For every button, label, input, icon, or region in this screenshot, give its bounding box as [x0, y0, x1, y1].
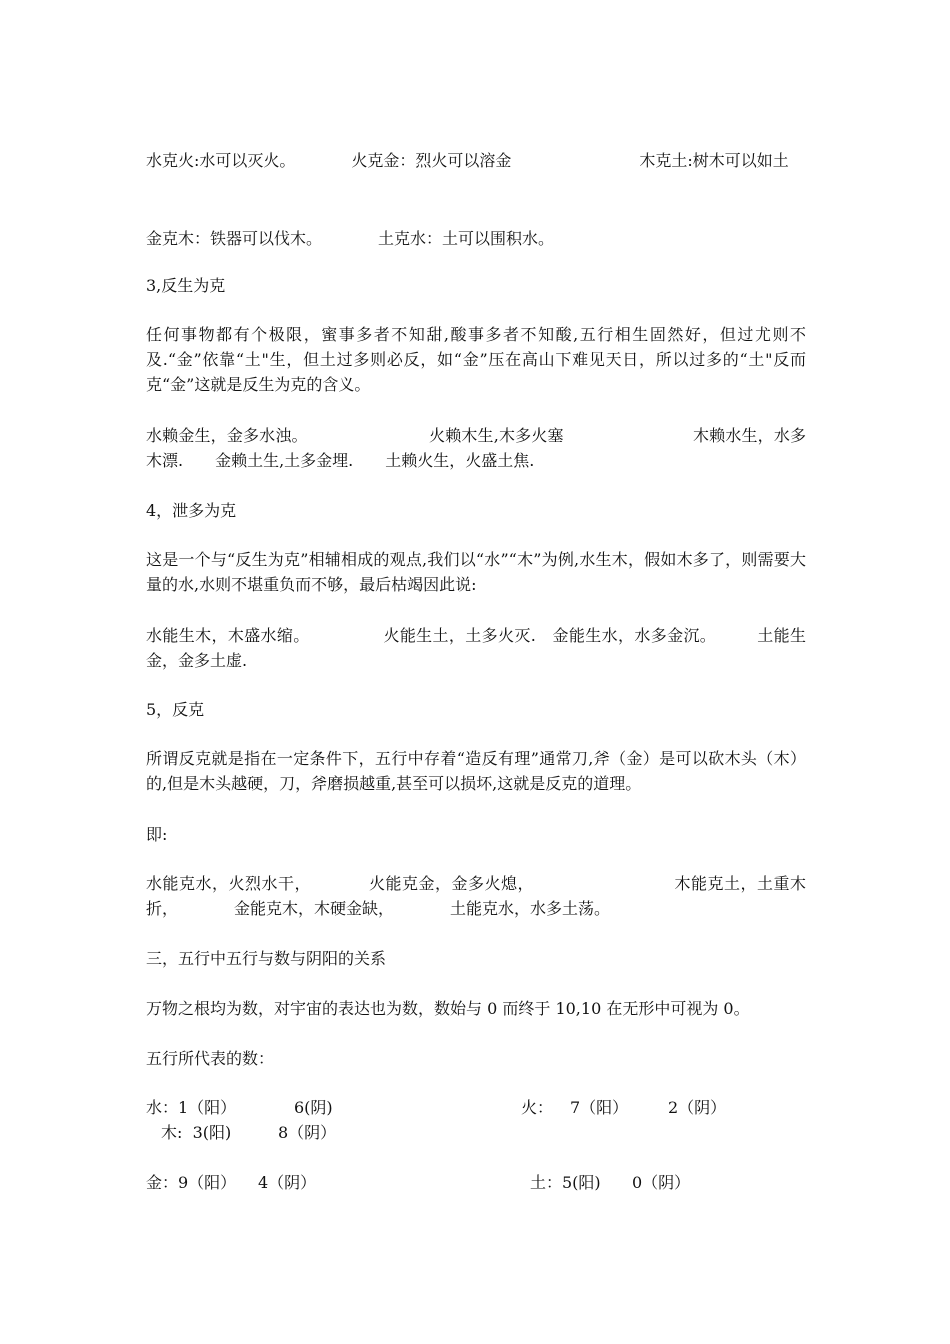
- fire-yang: 7（阳）: [570, 1098, 629, 1117]
- fire-yin: 2（阴）: [668, 1098, 727, 1117]
- metal-yang: 金：9（阳）: [146, 1173, 237, 1192]
- wood-yang: 木: 3(阳): [161, 1123, 232, 1142]
- paragraph-numbers-origin: 万物之根均为数，对宇宙的表达也为数，数始与 0 而终于 10,10 在无形中可视为 0。: [146, 999, 750, 1018]
- paragraph-numbers-intro: 五行所代表的数：: [146, 1049, 275, 1068]
- heading-section-3: 3,反生为克: [146, 276, 226, 295]
- paragraph-mutual-restraint: 水克火:水可以灭火。 火克金：烈火可以溶金 木克土:树木可以如土: [146, 151, 789, 170]
- paragraph-section-4-body: 这是一个与“反生为克”相辅相成的观点,我们以“水”“木”为例,水生木，假如木多了，则需要大量的水,水则不堪重负而不够，最后枯竭因此说:: [146, 550, 806, 594]
- paragraph-mutual-restraint-2: 金克木：铁器可以伐木。 土克水：土可以围积水。: [146, 229, 555, 248]
- paragraph-section-4-examples: 水能生木，木盛水缩。 火能生土，土多火灭. 金能生水，水多金沉。 土能生金，金多土虚.: [146, 626, 806, 670]
- wood-yin: 8（阴）: [278, 1123, 337, 1142]
- heading-part-3: 三，五行中五行与数与阴阳的关系: [146, 949, 387, 968]
- metal-yin: 4（阴）: [258, 1173, 317, 1192]
- paragraph-section-3-examples: 水赖金生，金多水浊。 火赖木生,木多火塞 木赖水生，水多木漂. 金赖土生,土多金埋. 土赖火生，火盛土焦.: [146, 426, 806, 470]
- paragraph-ji: 即:: [146, 825, 168, 844]
- paragraph-section-5-body: 所谓反克就是指在一定条件下，五行中存着“造反有理”通常刀,斧（金）是可以砍木头（木）的,但是木头越硬，刀，斧磨损越重,甚至可以损坏,这就是反克的道理。: [146, 749, 806, 793]
- earth-yang: 土：5(阳): [530, 1173, 601, 1192]
- fire-label: 火：: [521, 1098, 554, 1117]
- water-yin: 6(阴): [294, 1098, 333, 1117]
- heading-section-4: 4，泄多为克: [146, 501, 237, 520]
- earth-yin: 0（阴）: [632, 1173, 691, 1192]
- water-yang: 水：1（阳）: [146, 1098, 237, 1117]
- paragraph-section-5-examples: 水能克水，火烈水干， 火能克金，金多火熄， 木能克土，土重木折， 金能克木，木硬金缺， 土能克水，水多土荡。: [146, 874, 806, 918]
- heading-section-5: 5，反克: [146, 700, 205, 719]
- paragraph-section-3-body: 任何事物都有个极限，蜜事多者不知甜,酸事多者不知酸,五行相生固然好，但过尤则不及.“金”依靠“土"生，但土过多则必反，如“金”压在高山下难见天日，所以过多的“土"反而克“金”这就是反生为克的含义。: [146, 325, 806, 394]
